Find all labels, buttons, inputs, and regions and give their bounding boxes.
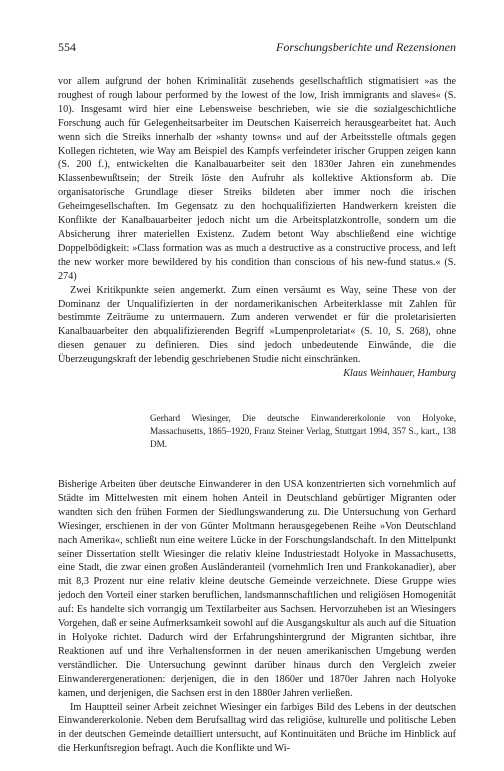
- review-continuation: [58, 75, 456, 381]
- running-head: Forschungsberichte und Rezensionen: [276, 40, 456, 54]
- paragraph: Im Hauptteil seiner Arbeit zeichnet Wiesinger ein farbiges Bild des Lebens in der deutschen Einwandererkolonie. Neben dem Berufsalltag wird das religiöse, kulturelle und politische Leben in der deutschen Gemeinde detailliert untersucht, auf Kontinuitäten und Brüche im Hinblick auf die Herkunftsregion befragt. Auch die Konflikte und Wi-: [58, 701, 456, 755]
- reviewer-signature: Klaus Weinhauer, Hamburg: [343, 368, 456, 380]
- review-body: [58, 478, 456, 756]
- paragraph: vor allem aufgrund der hohen Kriminalität zusehends gesellschaftlich stigmatisiert »as the roughest of rough labour performed by the lowest of the low, Irish immigrants and slaves« (S. 10). Insgesamt wird hier eine Lebensweise beschrieben, wie sie die sozialgeschichtliche Forschung auch für Gelegenheitsarbeiter im Deutschen Kaiserreich herausgearbeitet hat. Auch wenn sich die Streiks innerhalb der »shanty towns« und auf der Arbeitsstelle oftmals gegen Kollegen richteten, wie Way am Beispiel des Kampfs verfeindeter irischer Gruppen zeigen kann (S. 200 f.), entwickelten die Kanalbauarbeiter seit den 1830er Jahren ein zunehmendes Klassenbewußtsein; der Streik löste den Aufruhr als kollektive Aktionsform ab. Die organisatorische Grundlage dieser Streiks bildeten aber immer noch die irischen Geheimgesellschaften. Im Gegensatz zu den hochqualifizierten Handwerkern kreisten die Konflikte der Kanalbauarbeiter jedoch nicht um die Arbeitsplatzkontrolle, sondern um die Absicherung ihrer materiellen Existenz. Zudem betont Way abschließend eine wichtige Doppelbödigkeit: »Class formation was as much a destructive as a constructive process, and left the new worker more bewildered by his condition than conscious of his new-fund status.« (S. 274): [58, 76, 456, 282]
- bibliographic-entry: Gerhard Wiesinger, Die deutsche Einwandererkolonie von Holyoke, Massachusetts, 1865–1920, Franz Steiner Verlag, Stuttgart 1994, 357 S., kart., 138 DM.: [150, 413, 456, 449]
- page-number: 554: [58, 40, 76, 54]
- paragraph: Bisherige Arbeiten über deutsche Einwanderer in den USA konzentrierten sich vornehmlich auf Städte im Mittelwesten mit einem hohen Anteil in Deutschland gebürtiger Migranten oder wandten sich den frühen Formen der Siedlungswanderung zu. Die Untersuchung von Gerhard Wiesinger, erschienen in der von Günter Moltmann herausgegebenen Reihe »Von Deutschland nach Amerika«, schließt nun eine weitere Lücke in der Forschungslandschaft. In den Mittelpunkt seiner Dissertation stellt Wiesinger die relativ kleine Industriestadt Holyoke in Massachusetts, eine Stadt, die zwar einen großen Ausländeranteil (vornehmlich Iren und Frankokanadier), aber mit 8,3 Prozent nur eine relativ kleine deutsche Gemeinde verzeichnete. Diese Gruppe wies jedoch den Vorteil einer starken beruflichen, landsmannschaftlichen und religiösen Homogenität auf: Es handelte sich vorrangig um Textilarbeiter aus Sachsen. Hervorzuheben ist an Wiesingers Vorgehen, daß er seine Aufmerksamkeit sowohl auf die Ausgangskultur als auch auf die Situation in Holyoke richtet. Dadurch wird der Erfahrungshintergrund der Migranten sichtbar, ihre Reaktionen auf und ihre Verhaltensformen in der neuen amerikanischen Umgebung werden verständlicher. Die Untersuchung gewinnt darüber hinaus durch den Vergleich zweier Einwanderergenerationen: derjenigen, die in den 1860er und 1870er Jahren nach Holyoke kamen, und derjenigen, die Sachsen erst in den 1880er Jahren verließen.: [58, 479, 456, 699]
- paragraph: Zwei Kritikpunkte seien angemerkt. Zum einen versäumt es Way, seine These von der Dominanz der Unqualifizierten in der nordamerikanischen Arbeiterklasse mit Zahlen für bestimmte Zeiträume zu untermauern. Zum anderen verwendet er für die proletarisierten Kanalbauarbeiter den abqualifizierenden Begriff »Lumpenproletariat« (S. 10, S. 268), ohne diesen genauer zu definieren. Dies sind jedoch unbedeutende Einwände, die die Überzeugungskraft der lebendig geschriebenen Studie nicht einschränken.: [58, 284, 456, 366]
- page-header: [58, 40, 456, 58]
